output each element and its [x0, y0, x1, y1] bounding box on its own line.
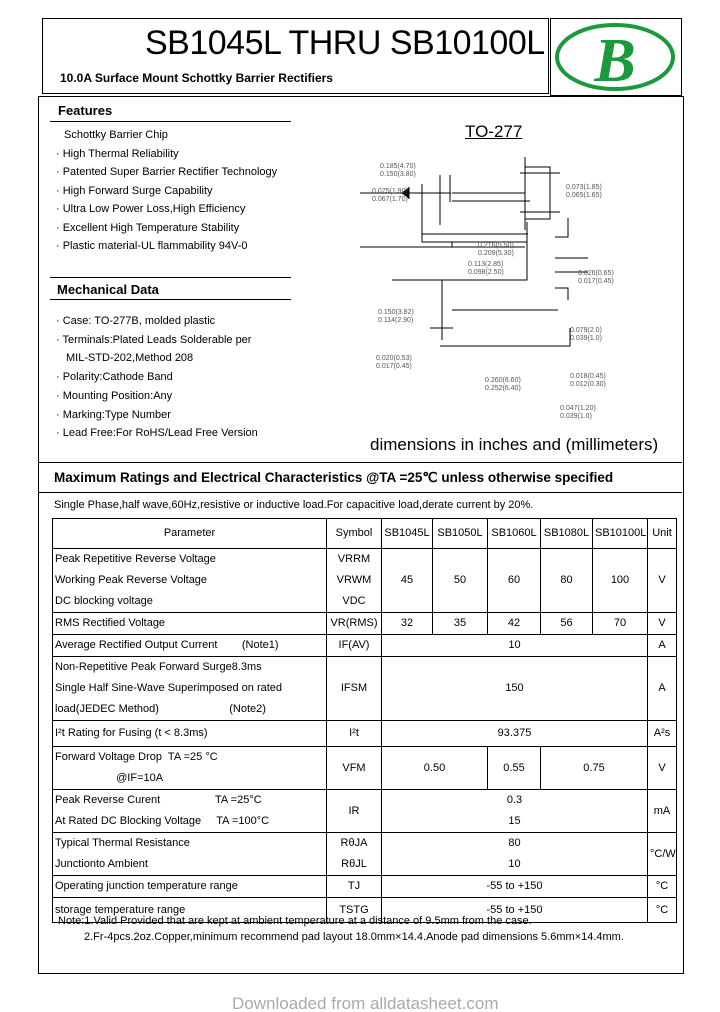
value-text: 15: [508, 815, 521, 827]
symbol-text: IFSM: [340, 682, 368, 694]
symbol-text: VR(RMS): [330, 617, 378, 629]
value-text: 60: [507, 574, 521, 586]
ratings-heading: Maximum Ratings and Electrical Characteristics @TA =25℃ unless otherwise specified: [54, 470, 614, 485]
unit-cell: A: [648, 635, 677, 657]
value-text: 70: [613, 617, 627, 629]
value-text: 0.75: [583, 761, 605, 774]
dimension-label: 0.067(1.70): [372, 196, 408, 203]
value-text: 56: [560, 617, 573, 629]
feature-item: · Plastic material-UL flammability 94V-0: [56, 240, 248, 252]
value-text: 150: [505, 682, 524, 694]
symbol-cell: [327, 657, 382, 721]
dimension-label: 0.209(5.30): [478, 250, 514, 257]
unit-cell: V: [648, 549, 677, 613]
dimension-label: 0.017(0.45): [578, 278, 614, 285]
parameter-cell: [53, 790, 327, 833]
unit-cell: °C: [648, 898, 677, 923]
dimension-labels: [370, 160, 680, 440]
parameter-text: Single Half Sine-Wave Superimposed on rated: [55, 682, 283, 694]
parameter-text: Peak Reverse Curent TA =25°C: [55, 794, 262, 806]
page-title: SB1045L THRU SB10100L: [145, 24, 545, 62]
symbol-cell: [327, 790, 382, 833]
symbol-cell: [327, 613, 382, 635]
package-label: TO-277: [465, 122, 523, 141]
feature-item: Schottky Barrier Chip: [64, 129, 168, 141]
parameter-cell: [53, 657, 327, 721]
dimension-label: 0.185(4.70): [380, 163, 416, 170]
value-cell: [382, 635, 648, 657]
value-text: 93.375: [497, 727, 532, 739]
value-cell: [541, 613, 593, 635]
value-text: 10: [508, 639, 521, 651]
column-header: SB1050L: [433, 519, 488, 549]
symbol-cell: [327, 635, 382, 657]
table-header-row: [53, 519, 677, 549]
dimension-label: 0.017(0.45): [376, 363, 412, 370]
table-row: [53, 657, 677, 721]
parameter-text: Non-Repetitive Peak Forward Surge8.3ms: [55, 661, 262, 673]
symbol-text: VRWM: [336, 574, 372, 586]
symbol-cell: [327, 876, 382, 898]
table-row: [53, 549, 677, 613]
feature-item: · Excellent High Temperature Stability: [56, 221, 240, 234]
mechanical-item: · Mounting Position:Any: [56, 389, 173, 402]
unit-cell: A: [648, 657, 677, 721]
dimension-label: 0.113(2.85): [468, 261, 504, 268]
mechanical-item: · Marking:Type Number: [56, 408, 171, 421]
column-header: SB1080L: [541, 519, 593, 549]
value-text: 45: [400, 574, 414, 586]
mechanical-heading: Mechanical Data: [57, 282, 159, 297]
parameter-text: At Rated DC Blocking Voltage TA =100°C: [55, 815, 270, 827]
symbol-cell: [327, 721, 382, 747]
subtitle: 10.0A Surface Mount Schottky Barrier Rectifiers: [60, 71, 333, 85]
table-row: [53, 833, 677, 876]
symbol-cell: [327, 549, 382, 613]
logo-box: [550, 18, 682, 96]
parameter-text: Operating junction temperature range: [55, 880, 238, 892]
dimension-label: 0.216(5.50): [478, 242, 514, 249]
value-text: 50: [453, 574, 467, 586]
symbol-text: TSTG: [339, 903, 369, 916]
note-1: Note:1.Valid Provided that are kept at ambient temperature at a distance of 9.5mm from the case.: [58, 915, 532, 927]
symbol-text: IR: [348, 804, 360, 817]
parameter-text: storage temperature range: [55, 903, 186, 916]
parameter-text: @IF=10A: [55, 772, 164, 784]
value-text: 0.3: [506, 794, 523, 806]
unit-cell: °C: [648, 876, 677, 898]
mechanical-item: · Case: TO-277B, molded plastic: [56, 315, 216, 327]
table-row: [53, 747, 677, 790]
symbol-text: RθJL: [341, 858, 367, 870]
parameter-cell: [53, 549, 327, 613]
unit-cell: A²s: [648, 721, 677, 747]
value-text: 0.50: [423, 761, 446, 774]
parameter-cell: [53, 635, 327, 657]
value-cell: [593, 549, 648, 613]
value-cell: [488, 747, 541, 790]
dimension-label: 0.026(0.65): [578, 270, 614, 277]
dimension-label: 0.079(2.0): [570, 327, 602, 334]
value-text: 80: [508, 837, 521, 849]
parameter-text: Forward Voltage Drop TA =25 °C: [55, 751, 218, 763]
parameter-cell: [53, 613, 327, 635]
column-header: Parameter: [53, 519, 327, 549]
dimension-label: 0.114(2.90): [378, 317, 414, 324]
symbol-text: VRRM: [337, 553, 371, 565]
value-text: -55 to +150: [486, 880, 543, 892]
symbol-text: RθJA: [340, 837, 368, 849]
value-cell: [382, 613, 433, 635]
value-cell: [541, 747, 648, 790]
mechanical-item: MIL-STD-202,Method 208: [66, 352, 194, 365]
unit-cell: mA: [648, 790, 677, 833]
dimension-label: 0.150(3.80): [380, 171, 416, 178]
dimension-label: 0.260(6.60): [485, 377, 521, 384]
dimension-label: 0.098(2.50): [468, 269, 504, 276]
symbol-cell: [327, 833, 382, 876]
dimension-label: 0.039(1.0): [570, 335, 602, 342]
dimension-label: 0.018(0.45): [570, 373, 606, 380]
value-text: 0.55: [503, 761, 525, 774]
dimension-label: 0.047(1.20): [560, 405, 596, 412]
dimension-note: dimensions in inches and (millimeters): [370, 435, 659, 454]
brand-logo: [551, 19, 681, 95]
value-text: 80: [560, 574, 573, 586]
symbol-text: IF(AV): [338, 639, 370, 651]
value-cell: [541, 549, 593, 613]
column-header: SB10100L: [593, 519, 648, 549]
logo-letter: B: [594, 27, 636, 95]
parameter-text: Working Peak Reverse Voltage: [55, 574, 208, 586]
footer-watermark: Downloaded from alldatasheet.com: [232, 994, 499, 1012]
symbol-cell: [327, 747, 382, 790]
table-row: [53, 613, 677, 635]
dimension-label: 0.020(0.53): [376, 355, 412, 362]
value-cell: [433, 549, 488, 613]
value-cell: [382, 721, 648, 747]
mechanical-item: · Lead Free:For RoHS/Lead Free Version: [56, 427, 258, 440]
value-cell: [593, 613, 648, 635]
dimension-label: 0.012(0.30): [570, 381, 606, 388]
parameter-text: Typical Thermal Resistance: [55, 837, 190, 849]
parameter-cell: [53, 833, 327, 876]
table-row: [53, 790, 677, 833]
symbol-text: I²t: [349, 727, 359, 739]
symbol-text: TJ: [347, 880, 361, 892]
value-text: -55 to +150: [486, 903, 543, 916]
ratings-table: [52, 518, 677, 923]
value-cell: [382, 833, 648, 876]
value-cell: [488, 549, 541, 613]
parameter-cell: [53, 721, 327, 747]
feature-item: · Ultra Low Power Loss,High Efficiency: [56, 203, 246, 215]
symbol-text: VFM: [342, 761, 366, 774]
dimension-label: 0.039(1.0): [560, 413, 592, 420]
value-cell: [382, 549, 433, 613]
features-heading: Features: [58, 103, 113, 118]
feature-item: · High Forward Surge Capability: [56, 184, 213, 197]
dimension-label: 0.252(6.40): [485, 385, 521, 392]
value-text: 10: [508, 858, 521, 870]
value-cell: [382, 657, 648, 721]
value-cell: [433, 613, 488, 635]
value-cell: [382, 747, 488, 790]
parameter-text: DC blocking voltage: [55, 595, 153, 607]
parameter-text: Average Rectified Output Current (Note1): [55, 639, 279, 651]
parameter-text: Peak Repetitive Reverse Voltage: [55, 553, 216, 565]
table-row: [53, 721, 677, 747]
mechanical-item: · Polarity:Cathode Band: [56, 371, 173, 384]
feature-item: · Patented Super Barrier Rectifier Technology: [56, 166, 278, 178]
dimension-label: 0.075(1.90): [372, 188, 408, 195]
dimension-label: 0.150(3.82): [378, 309, 414, 316]
value-text: 42: [507, 617, 521, 629]
note-2: 2.Fr-4pcs.2oz.Copper,minimum recommend pad layout 18.0mm×14.4.Anode pad dimensions 5.6mm×14.4mm.: [84, 931, 624, 943]
column-header: Symbol: [327, 519, 382, 549]
dimension-label: 0.073(1.85): [566, 184, 602, 191]
unit-cell: V: [648, 613, 677, 635]
parameter-text: RMS Rectified Voltage: [55, 617, 166, 629]
unit-cell: °C/W: [648, 833, 677, 876]
column-header: Unit: [648, 519, 677, 549]
value-cell: [382, 790, 648, 833]
column-header: SB1045L: [382, 519, 433, 549]
parameter-text: Junctionto Ambient: [55, 858, 148, 870]
parameter-cell: [53, 747, 327, 790]
value-cell: [382, 876, 648, 898]
symbol-text: VDC: [342, 595, 366, 607]
dimension-label: 0.065(1.65): [566, 192, 602, 199]
table-row: [53, 876, 677, 898]
mechanical-item: · Terminals:Plated Leads Solderable per: [56, 333, 252, 346]
value-text: 32: [400, 617, 414, 629]
parameter-text: I²t Rating for Fusing (t < 8.3ms): [55, 727, 208, 739]
ratings-conditions: Single Phase,half wave,60Hz,resistive or inductive load.For capacitive load,derate current by 20%.: [54, 499, 534, 511]
value-text: 100: [610, 574, 630, 586]
feature-item: · High Thermal Reliability: [56, 147, 179, 160]
unit-cell: V: [648, 747, 677, 790]
parameter-cell: [53, 876, 327, 898]
value-text: 35: [453, 617, 467, 629]
column-header: SB1060L: [488, 519, 541, 549]
value-cell: [488, 613, 541, 635]
table-row: [53, 635, 677, 657]
parameter-text: load(JEDEC Method) (Note2): [55, 703, 266, 715]
